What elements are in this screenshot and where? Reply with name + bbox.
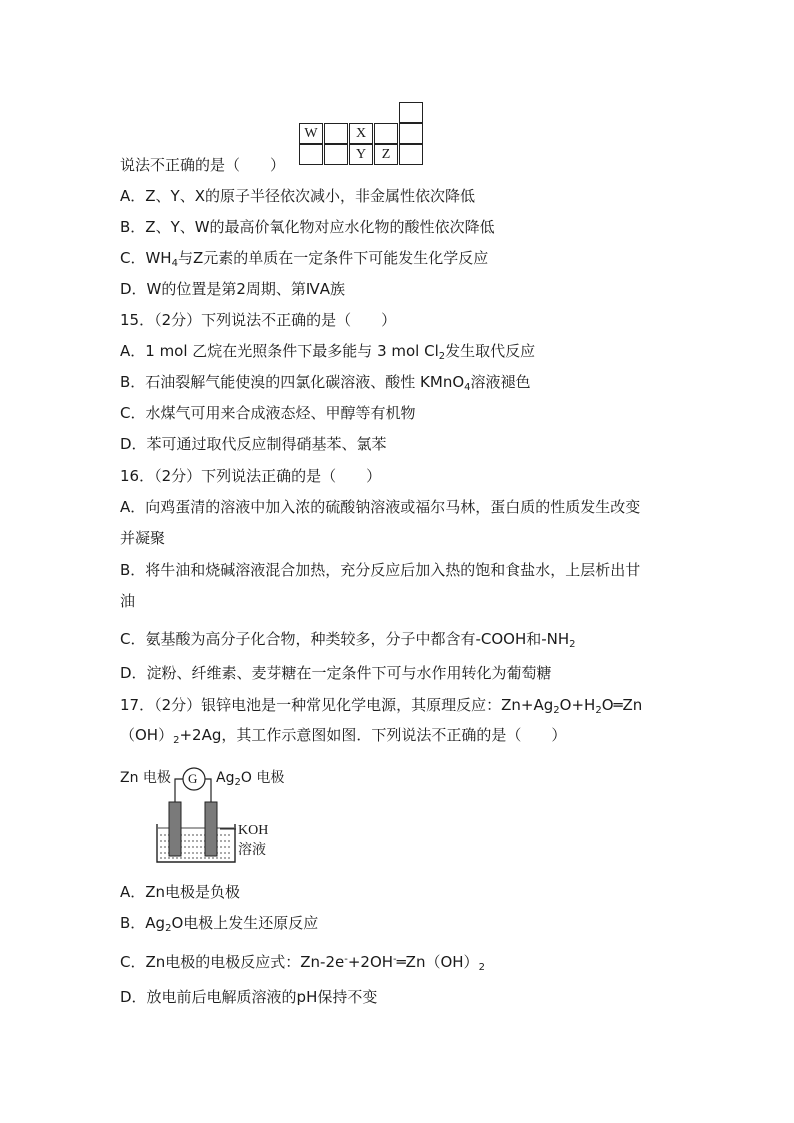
cell-empty [399,144,423,165]
cell-empty [324,144,348,165]
zn-electrode [169,802,181,856]
q15-option-b: B．石油裂解气能使溴的四氯化碳溶液、酸性 KMnO$_4$溶液褪色 [120,373,531,393]
q17-stem-line2: $(OH)_2+2Ag$，其工作示意图如图．下列说法不正确的是（ ） [120,726,567,746]
q15-option-d: D．苯可通过取代反应制得硝基苯、氯苯 [120,435,387,453]
cell-z: Z [374,144,398,165]
cell-empty [399,123,423,144]
q17-option-b: B．$Ag_2O$电极上发生还原反应 [120,914,319,934]
q14-option-a: A．Z、Y、X的原子半径依次减小，非金属性依次降低 [120,187,475,205]
q17-stem-line1: 17．（2分）银锌电池是一种常见化学电源，其原理反应：$Zn+Ag_2O+H_2O═Zn$ [120,696,643,716]
q16-option-a-line1: A．向鸡蛋清的溶液中加入浓的硫酸钠溶液或福尔马林，蛋白质的性质发生改变 [120,498,641,516]
q15-option-a: A．1 mol 乙烷在光照条件下最多能与 3 mol $Cl_2$发生取代反应 [120,342,536,362]
q17-option-d: D．放电前后电解质溶液的pH保持不变 [120,988,378,1006]
q16-option-a-line2: 并凝聚 [120,529,166,547]
battery-diagram [120,762,290,872]
galvanometer-label: G [188,771,198,786]
q16-option-c: C．氨基酸为高分子化合物，种类较多，分子中都含有-COOH和$-NH_2$ [120,630,576,650]
solution-label: 溶液 [238,842,266,858]
cell-empty [324,123,348,144]
q17-option-a: A．Zn电极是负极 [120,883,241,901]
koh-label: KOH [238,823,269,838]
cell-y: Y [349,144,373,165]
cell-x: X [349,123,373,144]
q16-option-d: D．淀粉、纤维素、麦芽糖在一定条件下可与水作用转化为葡萄糖 [120,664,552,682]
cell-empty [374,123,398,144]
q14-stem: 说法不正确的是（ ） [120,156,286,174]
zn-electrode-label: Zn 电极 [120,770,171,786]
q14-option-c: C．$WH_4$与Z元素的单质在一定条件下可能发生化学反应 [120,249,489,269]
q16-option-b-line1: B．将牛油和烧碱溶液混合加热，充分反应后加入热的饱和食盐水，上层析出甘 [120,561,641,579]
cell-w: W [299,123,323,144]
q16-stem: 16．（2分）下列说法正确的是（ ） [120,467,382,485]
q16-option-b-line2: 油 [120,592,136,610]
q14-option-b: B．Z、Y、W的最高价氧化物对应水化物的酸性依次降低 [120,218,495,236]
q15-option-c: C．水煤气可用来合成液态烃、甲醇等有机物 [120,404,416,422]
ag2o-electrode-label: $Ag_2O$ 电极 [216,770,285,788]
q14-option-d: D．W的位置是第2周期、第ⅣA族 [120,280,346,298]
ag2o-electrode [205,802,217,856]
q17-option-c: C．Zn电极的电极反应式：$Zn-2e^-+2OH^-═Zn(OH)_2$ [120,953,485,973]
cell-empty [399,102,423,123]
q15-stem: 15．（2分）下列说法不正确的是（ ） [120,311,397,329]
cell-empty [299,144,323,165]
